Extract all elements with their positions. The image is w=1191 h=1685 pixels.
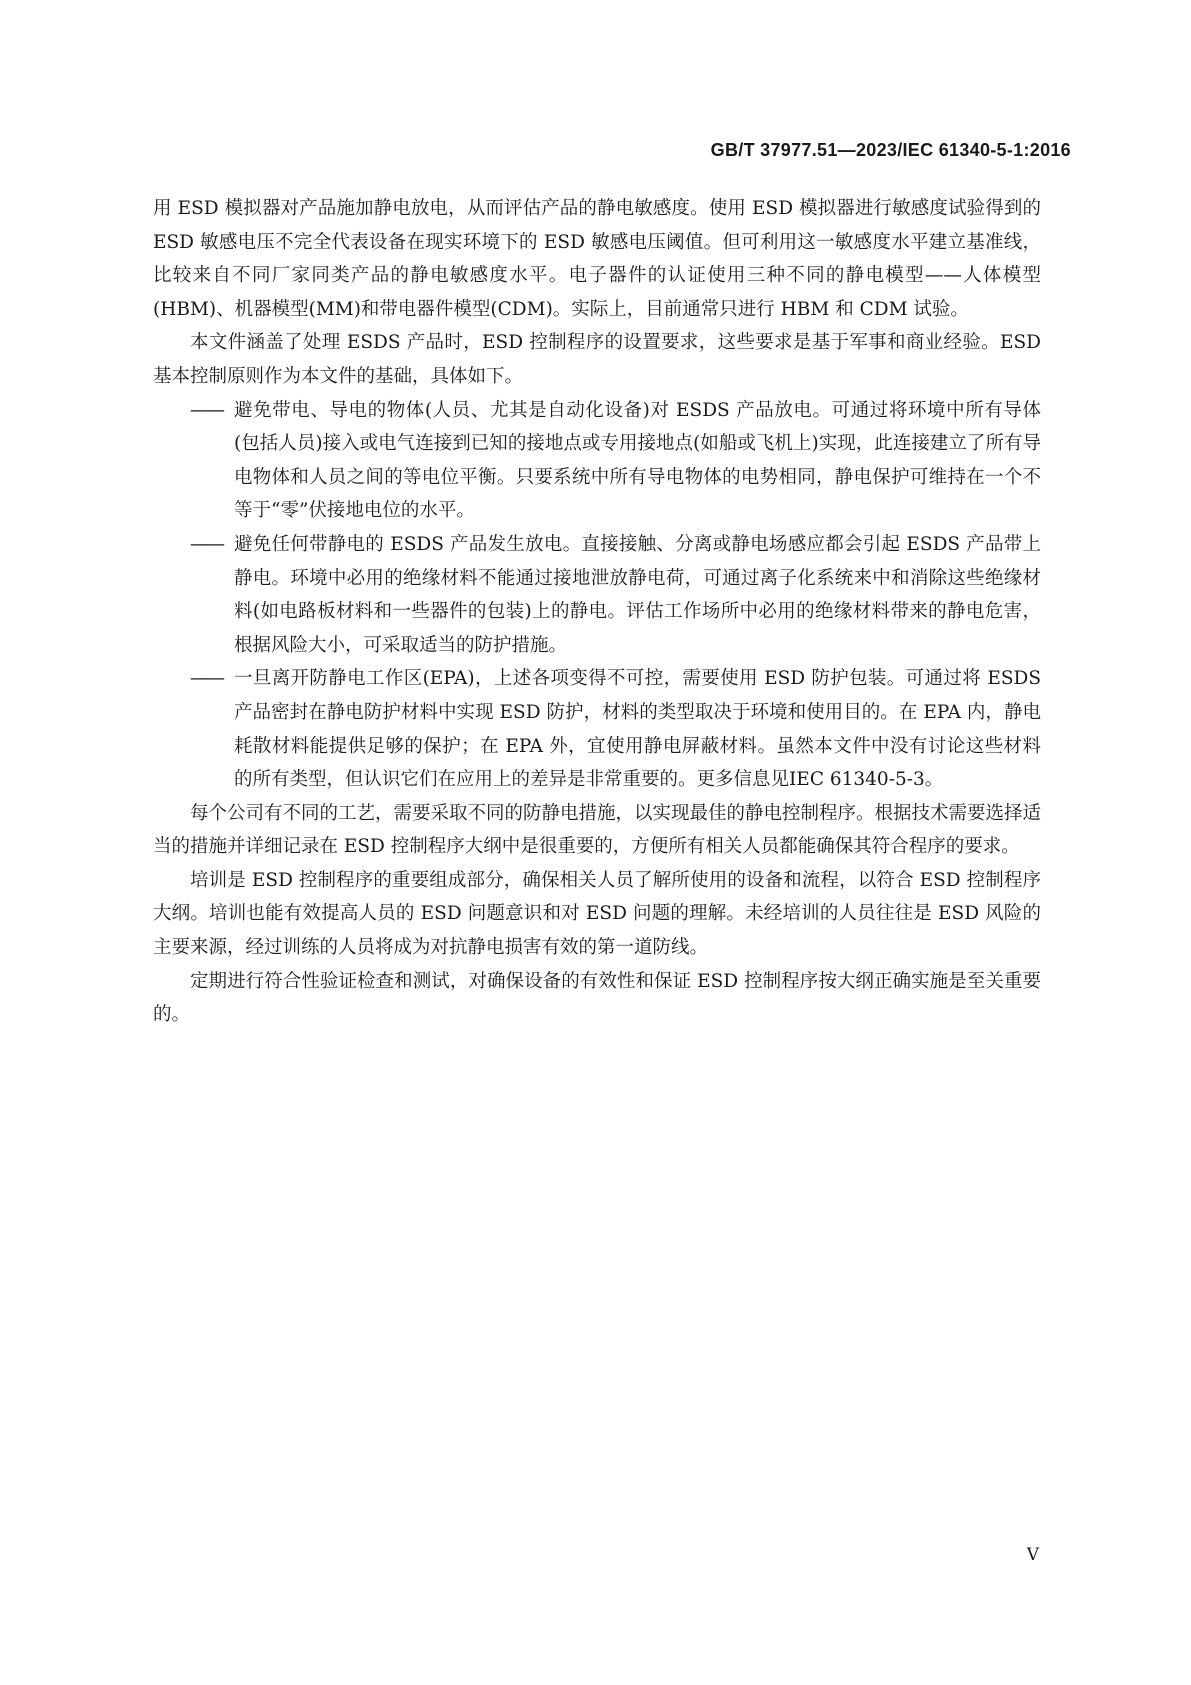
paragraph-esd-simulator: 用 ESD 模拟器对产品施加静电放电，从而评估产品的静电敏感度。使用 ESD 模拟器进行敏感度试验得到的 ESD 敏感电压不完全代表设备在现实环境下的 ESD 敏感电压阈值。但可利用这一敏感度水平建立基准线，比较来自不同厂家同类产品的静电敏感度水平。电子器件的认证使用三种不同的静电模型——人体模型(HBM)、机器模型(MM)和带电器件模型(CDM)。实际上，目前通常只进行 HBM 和 CDM 试验。 [153, 198, 1041, 320]
paragraph-scope: 本文件涵盖了处理 ESDS 产品时，ESD 控制程序的设置要求，这些要求是基于军事和商业经验。ESD 基本控制原则作为本文件的基础，具体如下。 [153, 332, 1041, 387]
paragraph-training: 培训是 ESD 控制程序的重要组成部分，确保相关人员了解所使用的设备和流程，以符合 ESD 控制程序大纲。培训也能有效提高人员的 ESD 问题意识和对 ESD 问题的理解。未经培训的人员往往是 ESD 风险的主要来源，经过训练的人员将成为对抗静电损害有效的第一道防线。 [153, 869, 1041, 959]
list-item-text: 一旦离开防静电工作区(EPA)，上述各项变得不可控，需要使用 ESD 防护包装。可通过将 ESDS 产品密封在静电防护材料中实现 ESD 防护，材料的类型取决于环境和使用目的。在 EPA 内，静电耗散材料能提供足够的保护；在 EPA 外，宜使用静电屏蔽材料。虽然本文件中没有讨论这些材料的所有类型，但认识它们在应用上的差异是非常重要的。更多信息见IEC 61340-5-3。 [234, 668, 1041, 791]
dash-marker: —— [190, 533, 223, 555]
dash-marker: —— [190, 399, 223, 421]
list-item [190, 394, 1041, 528]
list-item-text: 避免任何带静电的 ESDS 产品发生放电。直接接触、分离或静电场感应都会引起 ESDS 产品带上静电。环境中必用的绝缘材料不能通过接地泄放静电荷，可通过离子化系统来中和消除这些绝缘材料(如电路板材料和一些器件的包装)上的静电。评估工作场所中必用的绝缘材料带来的静电危害，根据风险大小，可采取适当的防护措施。 [234, 533, 1041, 656]
list-item [190, 528, 1041, 662]
list-item-text: 避免带电、导电的物体(人员、尤其是自动化设备)对 ESDS 产品放电。可通过将环境中所有导体(包括人员)接入或电气连接到已知的接地点或专用接地点(如船或飞机上)实现，此连接建立了所有导电物体和人员之间的等电位平衡。只要系统中所有导电物体的电势相同，静电保护可维持在一个不等于“零”伏接地电位的水平。 [234, 399, 1041, 522]
paragraph-company-process: 每个公司有不同的工艺，需要采取不同的防静电措施，以实现最佳的静电控制程序。根据技术需要选择适当的措施并详细记录在 ESD 控制程序大纲中是很重要的，方便所有相关人员都能确保其符合程序的要求。 [153, 802, 1042, 858]
list-item [190, 662, 1041, 796]
dash-marker: —— [190, 668, 223, 690]
standard-header: GB/T 37977.51—2023/IEC 61340-5-1:2016 [710, 140, 1071, 160]
page-number: V [1026, 1545, 1039, 1565]
paragraph-verification: 定期进行符合性验证检查和测试，对确保设备的有效性和保证 ESD 控制程序按大纲正确实施是至关重要的。 [153, 970, 1041, 1026]
document-body [153, 192, 1041, 1032]
